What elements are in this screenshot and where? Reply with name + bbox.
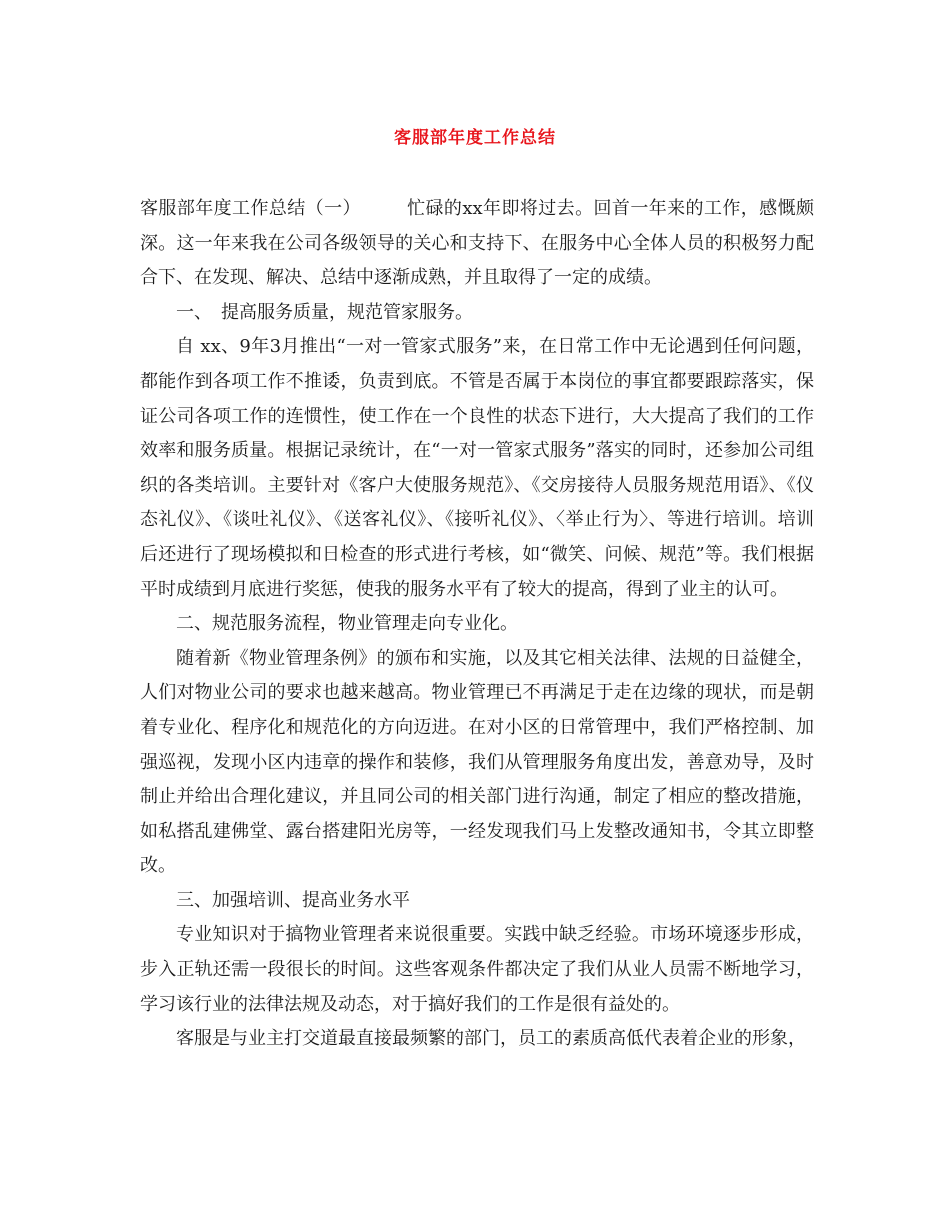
section-heading-3: 三、加强培训、提高业务水平 [176, 889, 410, 911]
document-title: 客服部年度工作总结 [394, 128, 556, 148]
section-3-paragraph: 专业知识对于搞物业管理者来说很重要。实践中缺乏经验。市场环境逐步形成，步入正轨还需一段很长的时间。这些客观条件都决定了我们从业人员需不断地学习，学习该行业的法律法规及动态，对于搞好我们的工作是很有益处的。 [140, 924, 814, 1015]
section-3-paragraph-2: 客服是与业主打交道最直接最频繁的部门，员工的素质高低代表着企业的形象， [176, 1028, 806, 1050]
section-heading-1: 一、 提高服务质量，规范管家服务。 [176, 301, 473, 323]
document-body [140, 192, 814, 1057]
intro-paragraph: 客服部年度工作总结（一） 忙碌的xx年即将过去。回首一年来的工作，感慨颇深。这一年来我在公司各级领导的关心和支持下、在服务中心全体人员的积极努力配合下、在发现、解决、总结中逐渐成熟，并且取得了一定的成绩。 [140, 198, 814, 289]
section-2-paragraph: 随着新《物业管理条例》的颁布和实施，以及其它相关法律、法规的日益健全，人们对物业公司的要求也越来越高。物业管理已不再满足于走在边缘的现状，而是朝着专业化、程序化和规范化的方向迈进。在对小区的日常管理中，我们严格控制、加强巡视，发现小区内违章的操作和装修，我们从管理服务角度出发，善意劝导，及时制止并给出合理化建议，并且同公司的相关部门进行沟通，制定了相应的整改措施，如私搭乱建佛堂、露台搭建阳光房等，一经发现我们马上发整改通知书，令其立即整改。 [140, 647, 814, 877]
section-heading-2: 二、规范服务流程，物业管理走向专业化。 [176, 613, 518, 635]
section-1-paragraph: 自 xx、9年3月推出“一对一管家式服务”来，在日常工作中无论遇到任何问题，都能作到各项工作不推诿，负责到底。不管是否属于本岗位的事宜都要跟踪落实，保证公司各项工作的连惯性，使工作在一个良性的状态下进行，大大提高了我们的工作效率和服务质量。根据记录统计，在“一对一管家式服务”落实的同时，还参加公司组织的各类培训。主要针对《客户大使服务规范》、《交房接待人员服务规范用语》、《仪态礼仪》、《谈吐礼仪》、《送客礼仪》、《接听礼仪》、〈举止行为〉、等进行培训。培训后还进行了现场模拟和日检查的形式进行考核，如“微笑、问候、规范”等。我们根据平时成绩到月底进行奖惩，使我的服务水平有了较大的提高，得到了业主的认可。 [140, 336, 814, 600]
